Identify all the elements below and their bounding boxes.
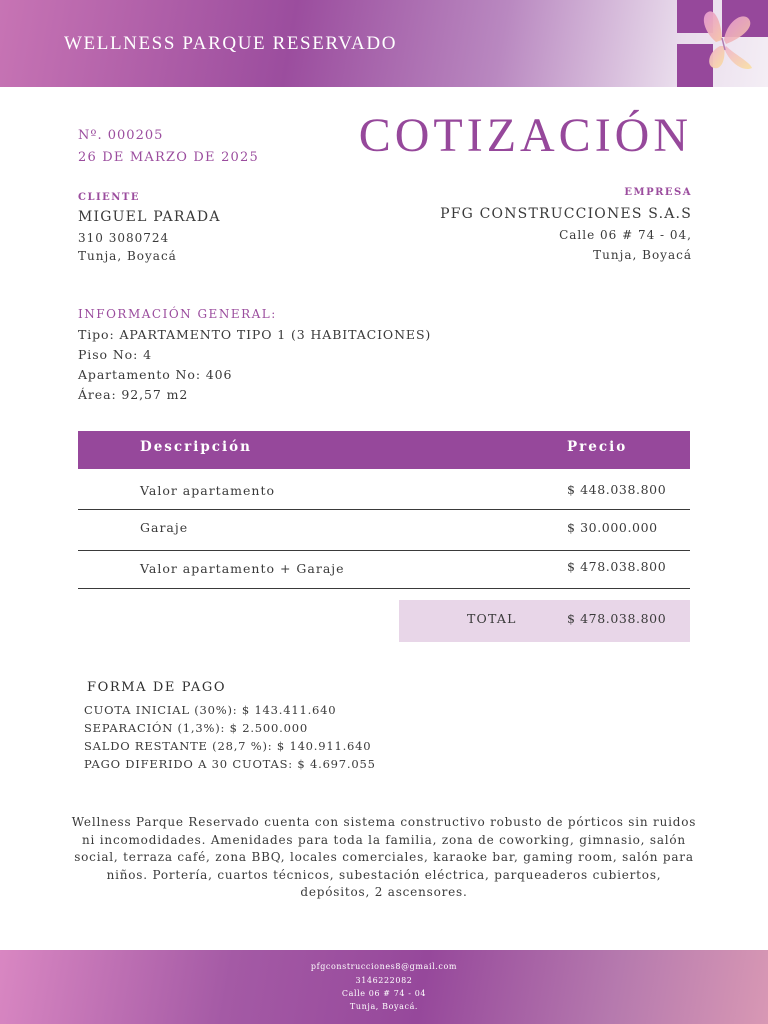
total-value: $ 478.038.800 (567, 611, 667, 626)
company-city: Tunja, Boyacá (593, 248, 692, 262)
table-header (78, 431, 690, 469)
payment-balance: SALDO RESTANTE (28,7 %): $ 140.911.640 (84, 739, 372, 753)
info-floor: Piso No: 4 (78, 347, 152, 362)
company-label: EMPRESA (624, 187, 692, 198)
total-label: TOTAL (467, 611, 517, 626)
header-description: Descripción (140, 439, 252, 455)
table-row (78, 510, 690, 551)
client-phone: 310 3080724 (78, 231, 170, 245)
row-price: $ 478.038.800 (567, 559, 667, 574)
row-price: $ 30.000.000 (567, 520, 658, 535)
info-apartment: Apartamento No: 406 (78, 367, 233, 382)
row-description: Valor apartamento (140, 483, 276, 498)
general-info-label: INFORMACIÓN GENERAL: (78, 307, 277, 321)
project-description: Wellness Parque Reservado cuenta con sistema constructivo robusto de pórticos sin ruidos ni incomodidades. Amenidades para toda la familia, zona de coworking, gimnasio, salón social, terraza café, zona BBQ, locales comerciales, karaoke bar, gaming room, salón para niños. Portería, cuartos técnicos, subestación eléctrica, parqueaderos cubiertos, depósitos, 2 ascensores. (71, 815, 697, 899)
footer-address: Calle 06 # 74 - 04 (341, 989, 427, 998)
footer-email[interactable]: pfgconstrucciones8@gmail.com (310, 962, 458, 971)
quote-date: 26 DE MARZO DE 2025 (78, 150, 259, 165)
document-title: COTIZACIÓN (358, 109, 692, 162)
footer-city: Tunja, Boyacá. (349, 1002, 419, 1011)
table-row (78, 551, 690, 589)
table-row (78, 469, 690, 510)
row-description: Garaje (140, 520, 189, 535)
project-title: WELLNESS PARQUE RESERVADO (64, 33, 398, 54)
header-price: Precio (567, 439, 628, 455)
company-name: PFG CONSTRUCCIONES S.A.S (440, 206, 692, 222)
payment-deferred: PAGO DIFERIDO A 30 CUOTAS: $ 4.697.055 (84, 757, 376, 771)
footer-phone: 3146222082 (355, 976, 413, 985)
payment-label: FORMA DE PAGO (87, 680, 227, 695)
header-band (0, 0, 768, 87)
row-price: $ 448.038.800 (567, 482, 667, 497)
butterfly-icon (694, 8, 756, 74)
footer-band (0, 950, 768, 1024)
client-label: CLIENTE (78, 192, 140, 203)
info-area: Área: 92,57 m2 (78, 387, 189, 402)
quote-number: Nº. 000205 (78, 128, 164, 143)
total-box (399, 600, 690, 642)
info-type: Tipo: APARTAMENTO TIPO 1 (3 HABITACIONES) (78, 327, 432, 342)
row-description: Valor apartamento + Garaje (140, 561, 345, 576)
payment-separation: SEPARACIÓN (1,3%): $ 2.500.000 (84, 721, 308, 735)
payment-initial: CUOTA INICIAL (30%): $ 143.411.640 (84, 703, 337, 717)
company-address: Calle 06 # 74 - 04, (559, 228, 692, 242)
client-name: MIGUEL PARADA (78, 209, 221, 225)
client-city: Tunja, Boyacá (78, 249, 177, 263)
